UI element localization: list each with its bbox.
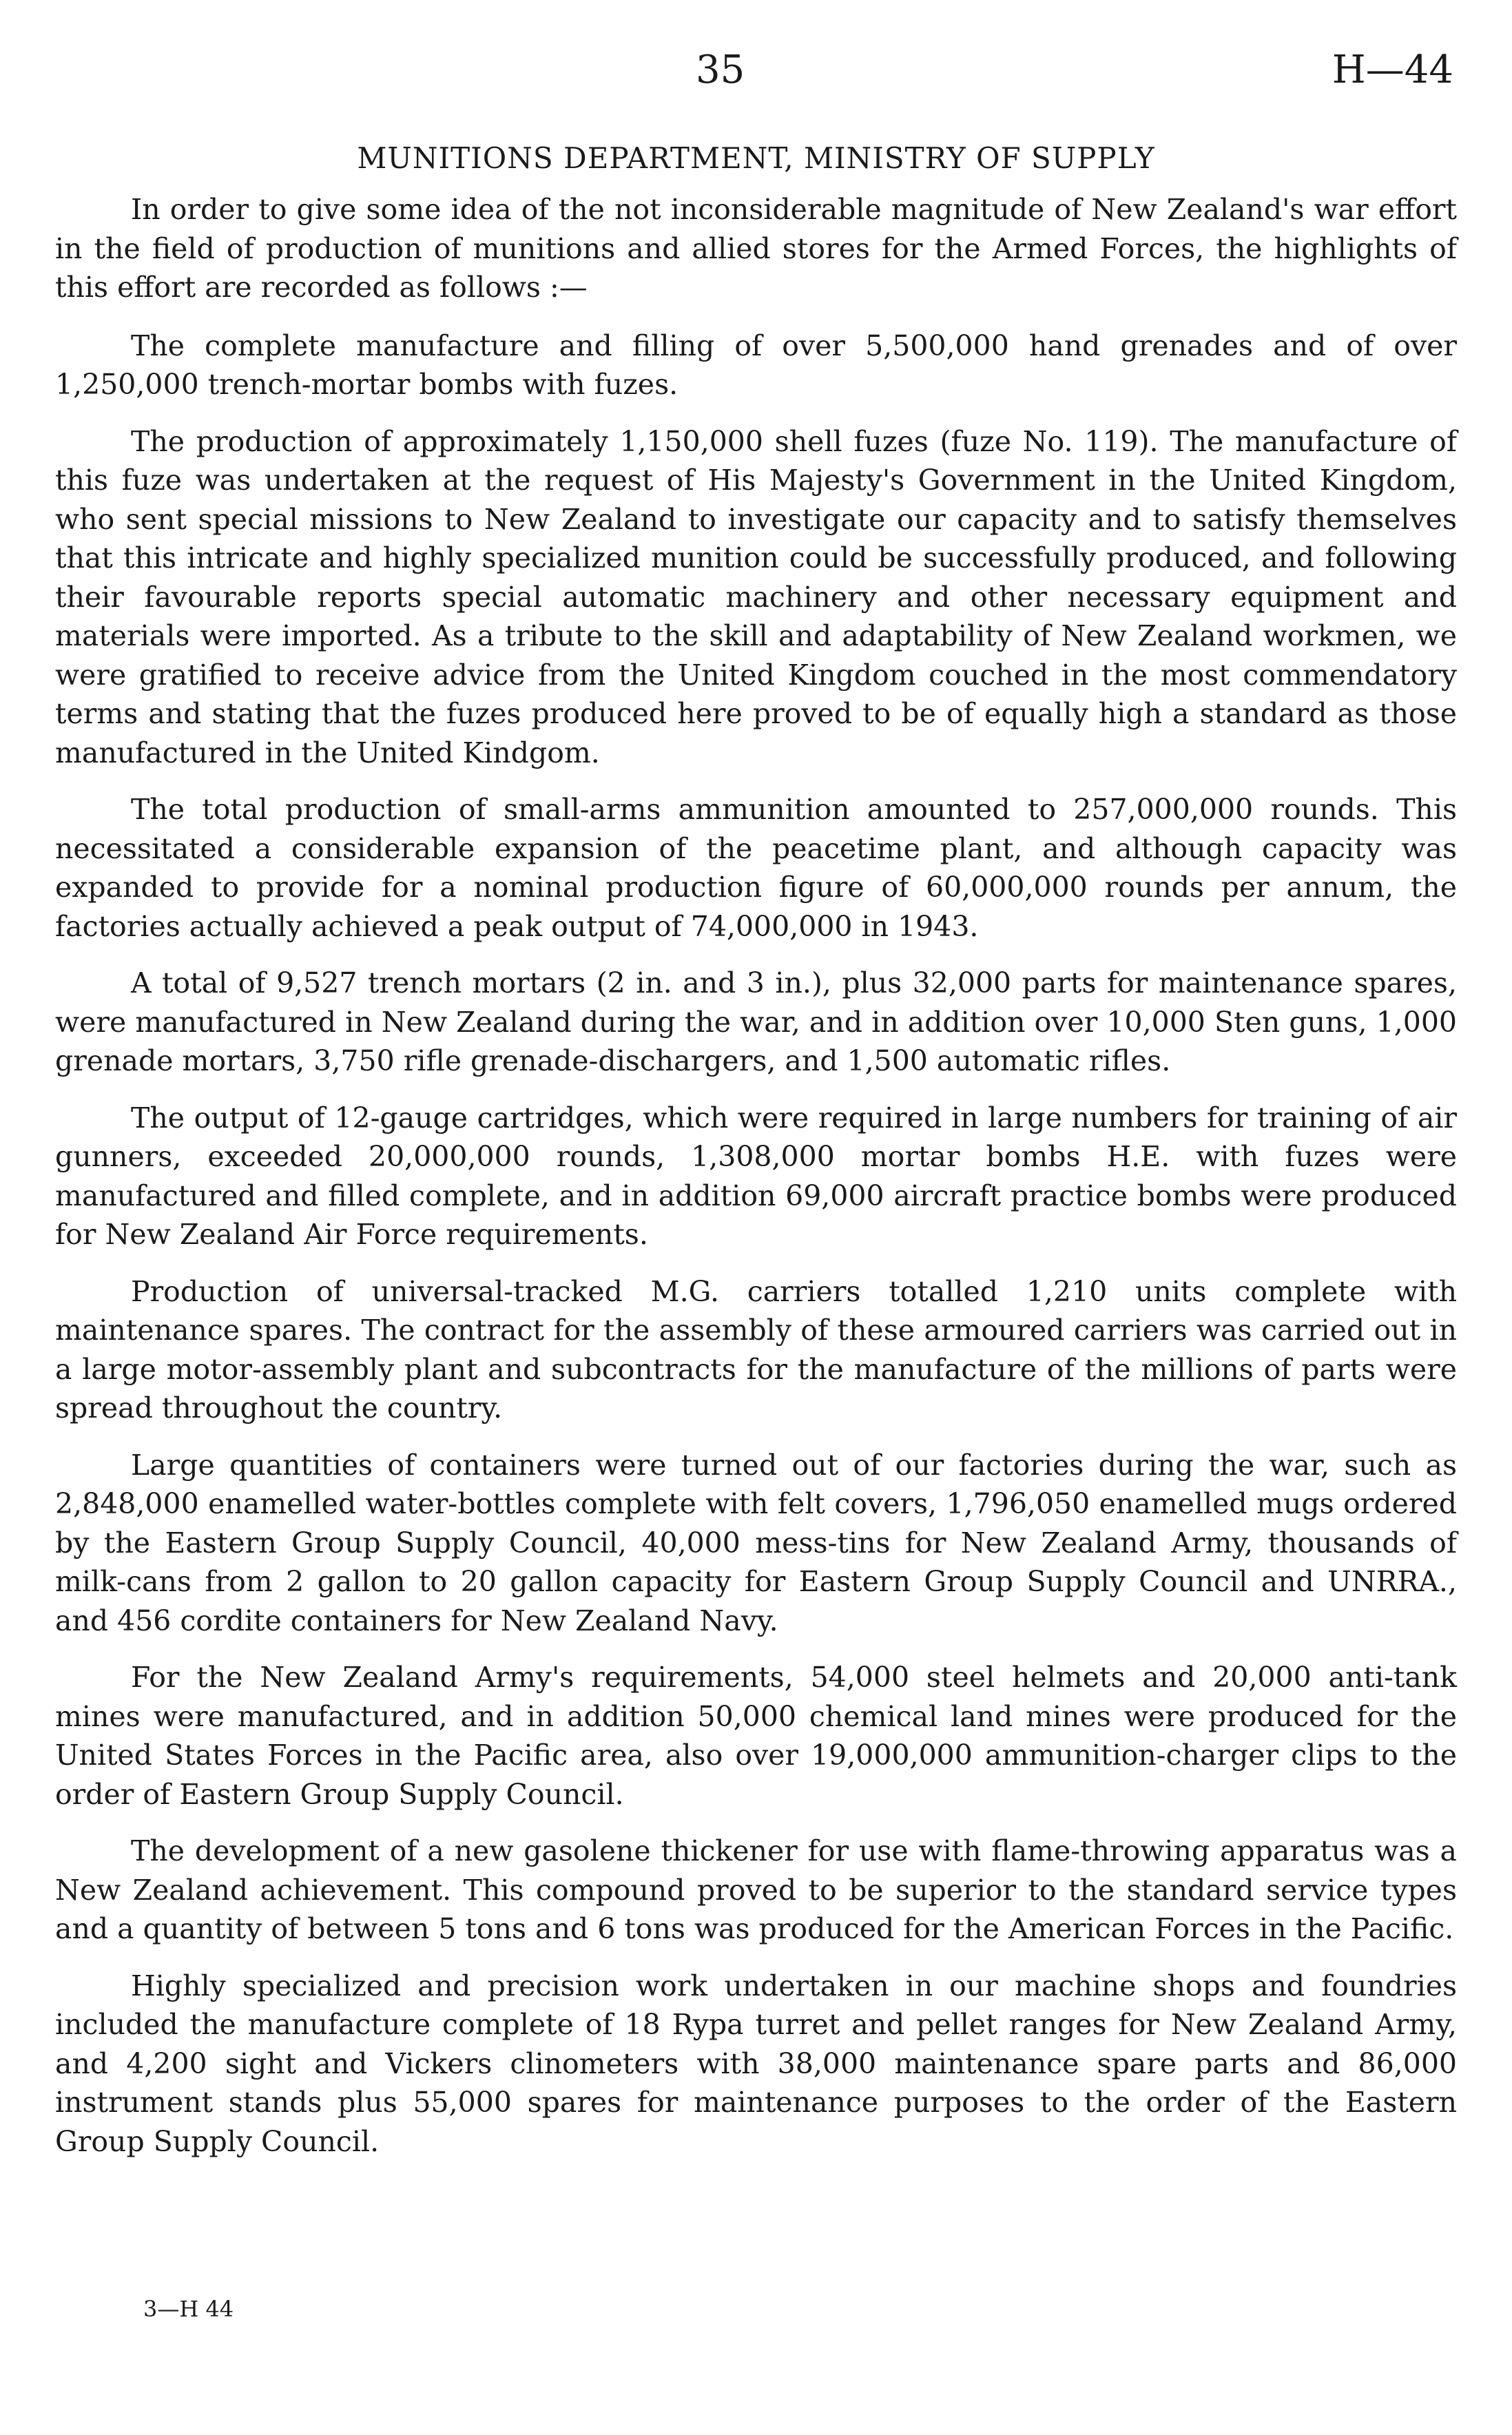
paragraph-cartridges: The output of 12-gauge cartridges, which were required in large numbers for training of air gunners, exceeded 20,000,000 rounds, 1,308,000 mortar bombs H.E. with fuzes were manufactured and filled complete, and in addition 69,000 aircraft practice bombs were produced for New Zealand Air Force requirements. — [55, 1101, 1457, 1251]
paragraph-grenades: The complete manufacture and filling of over 5,500,000 hand grenades and of over 1,250,000 trench-mortar bombs with fuzes. — [55, 329, 1457, 401]
paragraph-shell-fuzes: The production of approximately 1,150,000 shell fuzes (fuze No. 119). The manufacture of this fuze was undertaken at the request of His Majesty's Government in the United Kingdom, who sent special missions to New Zealand to investigate our capacity and to satisfy themselves that this intricate and highly specialized munition could be successfully produced, and following their favourable reports special automatic machinery and other necessary equipment and materials were imported. As a tribute to the skill and adaptability of New Zealand workmen, we were gratified to receive advice from the United Kingdom couched in the most commendatory terms and stating that the fuzes produced here proved to be of equally high a standard as those manufactured in the United Kindgom. — [55, 424, 1457, 769]
paragraph-army-requirements: For the New Zealand Army's requirements, 54,000 steel helmets and 20,000 anti-tank mines were manufactured, and in addition 50,000 chemical land mines were produced for the United States Forces in the Pacific area, also over 19,000,000 ammunition-charger clips to the order of Eastern Group Supply Council. — [55, 1661, 1457, 1811]
body-text — [55, 190, 1457, 2179]
section-title: MUNITIONS DEPARTMENT, MINISTRY OF SUPPLY — [357, 141, 1155, 175]
paragraph-precision-work: Highly specialized and precision work undertaken in our machine shops and foundries included the manufacture complete of 18 Rypa turret and pellet ranges for New Zealand Army, and 4,200 sight and Vickers clinometers with 38,000 maintenance spare parts and 86,000 instrument stands plus 55,000 spares for maintenance purposes to the order of the Eastern Group Supply Council. — [55, 1969, 1457, 2158]
paragraph-containers: Large quantities of containers were turned out of our factories during the war, such as 2,848,000 enamelled water-bottles complete with felt covers, 1,796,050 enamelled mugs ordered by the Eastern Group Supply Council, 40,000 mess-tins for New Zealand Army, thousands of milk-cans from 2 gallon to 20 gallon capacity for Eastern Group Supply Council and UNRRA., and 456 cordite containers for New Zealand Navy. — [55, 1448, 1457, 1637]
paragraph-small-arms: The total production of small-arms ammunition amounted to 257,000,000 rounds. This necessitated a considerable expansion of the peacetime plant, and although capacity was expanded to provide for a nominal production figure of 60,000,000 rounds per annum, the factories actually achieved a peak output of 74,000,000 in 1943. — [55, 793, 1457, 943]
paragraph-carriers: Production of universal-tracked M.G. carriers totalled 1,210 units complete with maintenance spares. The contract for the assembly of these armoured carriers was carried out in a large motor-assembly plant and subcontracts for the manufacture of the millions of parts were spread throughout the country. — [55, 1274, 1457, 1424]
paragraph-trench-mortars: A total of 9,527 trench mortars (2 in. and 3 in.), plus 32,000 parts for maintenance spares, were manufactured in New Zealand during the war, and in addition over 10,000 Sten guns, 1,000 grenade mortars, 3,750 rifle grenade-dischargers, and 1,500 automatic rifles. — [55, 966, 1457, 1077]
document-reference: H—44 — [1332, 48, 1453, 92]
paragraph-gasolene-thickener: The development of a new gasolene thickener for use with flame-throwing apparatus was a New Zealand achievement. This compound proved to be superior to the standard service types and a quantity of between 5 tons and 6 tons was produced for the American Forces in the Pacific. — [55, 1834, 1457, 1945]
page-number: 35 — [696, 48, 745, 92]
footer-reference: 3—H 44 — [143, 2296, 234, 2322]
paragraph-intro: In order to give some idea of the not inconsiderable magnitude of New Zealand's war effort in the field of production of munitions and allied stores for the Armed Forces, the highlights of this effort are recorded as follows :— — [55, 193, 1457, 304]
